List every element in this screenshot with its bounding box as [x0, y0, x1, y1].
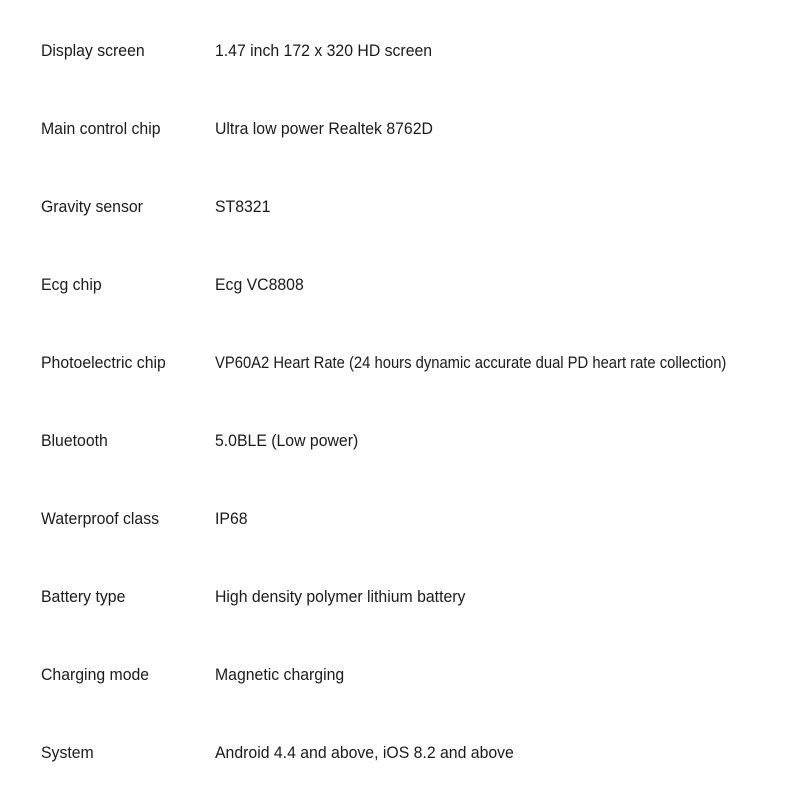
spec-label: Main control chip	[41, 119, 161, 138]
spec-value: Magnetic charging	[215, 665, 345, 684]
spec-value: 5.0BLE (Low power)	[215, 431, 359, 450]
spec-value: 1.47 inch 172 x 320 HD screen	[215, 41, 433, 60]
spec-label: Ecg chip	[41, 275, 102, 294]
spec-label: System	[41, 743, 94, 762]
spec-label: Gravity sensor	[41, 197, 143, 216]
spec-row-photoelectric-chip	[0, 348, 800, 378]
spec-value: Android 4.4 and above, iOS 8.2 and above	[215, 743, 514, 762]
spec-label: Display screen	[41, 41, 145, 60]
spec-label: Charging mode	[41, 665, 150, 684]
spec-label: Battery type	[41, 587, 126, 606]
spec-value: Ultra low power Realtek 8762D	[215, 119, 433, 138]
spec-row-display-screen	[0, 36, 800, 66]
spec-row-waterproof-class	[0, 504, 800, 534]
spec-value: High density polymer lithium battery	[215, 587, 466, 606]
spec-row-gravity-sensor	[0, 192, 800, 222]
spec-value: Ecg VC8808	[215, 275, 304, 294]
spec-label: Bluetooth	[41, 431, 108, 450]
spec-row-battery-type	[0, 582, 800, 612]
spec-row-main-control-chip	[0, 114, 800, 144]
spec-row-ecg-chip	[0, 270, 800, 300]
spec-row-bluetooth	[0, 426, 800, 456]
spec-label: Waterproof class	[41, 509, 160, 528]
spec-row-system	[0, 738, 800, 768]
spec-label: Photoelectric chip	[41, 353, 166, 372]
spec-value: ST8321	[215, 197, 271, 216]
spec-row-charging-mode	[0, 660, 800, 690]
spec-value: IP68	[215, 509, 248, 528]
spec-value: VP60A2 Heart Rate (24 hours dynamic accurate dual PD heart rate collection)	[215, 353, 727, 372]
